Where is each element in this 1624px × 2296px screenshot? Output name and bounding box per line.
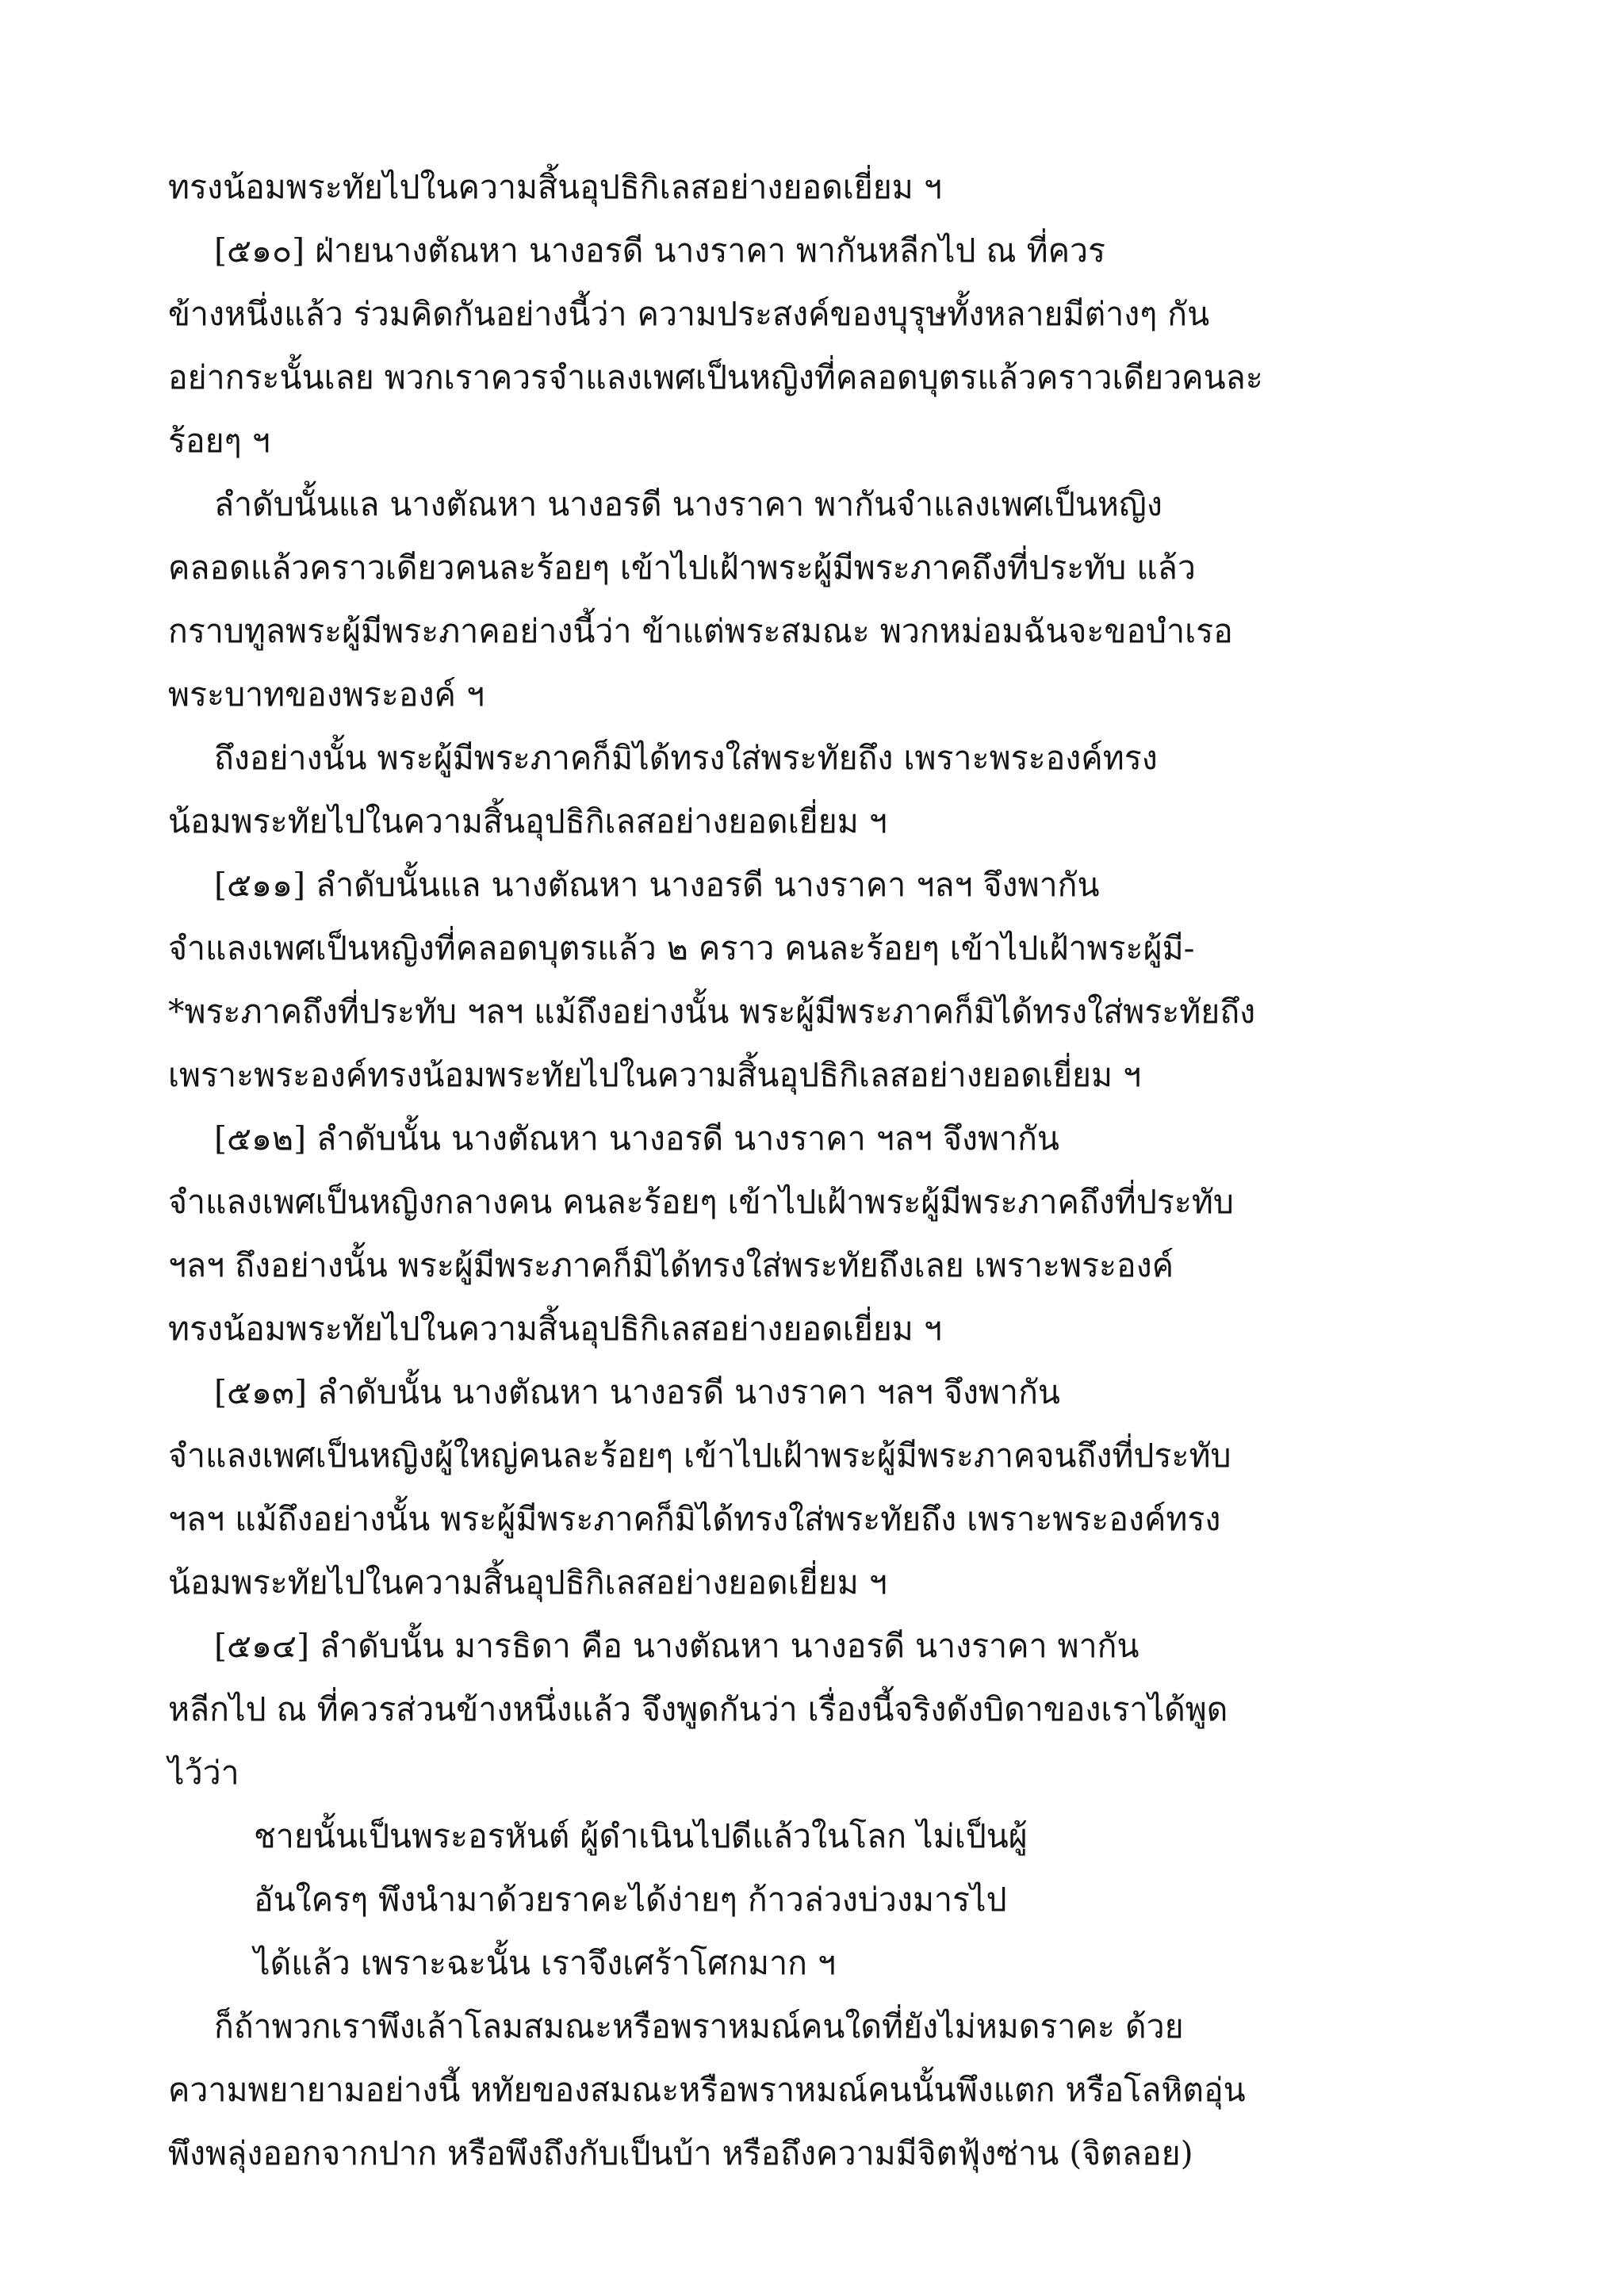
text-line: จำแลงเพศเป็นหญิงผู้ใหญ่คนละร้อยๆ เข้าไปเฝ้าพระผู้มีพระภาคจนถึงที่ประทับ bbox=[168, 1437, 1231, 1475]
text-line: [๕๑๑] ลำดับนั้นแล นางตัณหา นางอรดี นางราคา ฯลฯ จึงพากัน bbox=[214, 866, 1100, 904]
text-line: ร้อยๆ ฯ bbox=[168, 422, 270, 460]
text-line: จำแลงเพศเป็นหญิงที่คลอดบุตรแล้ว ๒ คราว คนละร้อยๆ เข้าไปเฝ้าพระผู้มี- bbox=[168, 929, 1195, 967]
text-line: ถึงอย่างนั้น พระผู้มีพระภาคก็มิได้ทรงใส่พระทัยถึง เพราะพระองค์ทรง bbox=[214, 739, 1158, 777]
text-line: ก็ถ้าพวกเราพึงเล้าโลมสมณะหรือพราหมณ์คนใดที่ยังไม่หมดราคะ ด้วย bbox=[214, 2007, 1184, 2045]
text-line: [๕๑๔] ลำดับนั้น มารธิดา คือ นางตัณหา นางอรดี นางราคา พากัน bbox=[214, 1627, 1139, 1665]
text-line: ไว้ว่า bbox=[168, 1754, 239, 1792]
text-line: ความพยายามอย่างนี้ หทัยของสมณะหรือพราหมณ์คนนั้นพึงแตก หรือโลหิตอุ่น bbox=[168, 2071, 1246, 2109]
text-line: [๕๑๒] ลำดับนั้น นางตัณหา นางอรดี นางราคา ฯลฯ จึงพากัน bbox=[214, 1119, 1059, 1158]
text-line: จำแลงเพศเป็นหญิงกลางคน คนละร้อยๆ เข้าไปเฝ้าพระผู้มีพระภาคถึงที่ประทับ bbox=[168, 1183, 1234, 1221]
verse-line: ชายนั้นเป็นพระอรหันต์ ผู้ดำเนินไปดีแล้วในโลก ไม่เป็นผู้ bbox=[254, 1817, 1028, 1855]
text-line: [๕๑๓] ลำดับนั้น นางตัณหา นางอรดี นางราคา ฯลฯ จึงพากัน bbox=[214, 1373, 1060, 1411]
verse-line: อันใครๆ พึงนำมาด้วยราคะได้ง่ายๆ ก้าวล่วงบ่วงมารไป bbox=[254, 1881, 1007, 1919]
text-line: *พระภาคถึงที่ประทับ ฯลฯ แม้ถึงอย่างนั้น พระผู้มีพระภาคก็มิได้ทรงใส่พระทัยถึง bbox=[168, 993, 1256, 1031]
text-line: กราบทูลพระผู้มีพระภาคอย่างนี้ว่า ข้าแต่พระสมณะ พวกหม่อมฉันจะขอบำเรอ bbox=[168, 612, 1233, 650]
verse-line: ได้แล้ว เพราะฉะนั้น เราจึงเศร้าโศกมาก ฯ bbox=[254, 1944, 836, 1982]
text-line: พระบาทของพระองค์ ฯ bbox=[168, 675, 485, 714]
document-body bbox=[168, 155, 1469, 2185]
text-line: [๕๑๐] ฝ่ายนางตัณหา นางอรดี นางราคา พากันหลีกไป ณ ที่ควร bbox=[214, 232, 1106, 270]
text-line: น้อมพระทัยไปในความสิ้นอุปธิกิเลสอย่างยอดเยี่ยม ฯ bbox=[168, 1563, 887, 1601]
text-line: พึงพลุ่งออกจากปาก หรือพึงถึงกับเป็นบ้า หรือถึงความมีจิตฟุ้งซ่าน (จิตลอย) bbox=[168, 2134, 1193, 2172]
text-line: คลอดแล้วคราวเดียวคนละร้อยๆ เข้าไปเฝ้าพระผู้มีพระภาคถึงที่ประทับ แล้ว bbox=[168, 549, 1196, 587]
text-line: ทรงน้อมพระทัยไปในความสิ้นอุปธิกิเลสอย่างยอดเยี่ยม ฯ bbox=[168, 168, 942, 206]
text-line: ทรงน้อมพระทัยไปในความสิ้นอุปธิกิเลสอย่างยอดเยี่ยม ฯ bbox=[168, 1310, 942, 1348]
text-line: ฯลฯ แม้ถึงอย่างนั้น พระผู้มีพระภาคก็มิได้ทรงใส่พระทัยถึง เพราะพระองค์ทรง bbox=[168, 1500, 1221, 1538]
text-line: อย่ากระนั้นเลย พวกเราควรจำแลงเพศเป็นหญิงที่คลอดบุตรแล้วคราวเดียวคนละ bbox=[168, 358, 1263, 396]
text-line: เพราะพระองค์ทรงน้อมพระทัยไปในความสิ้นอุปธิกิเลสอย่างยอดเยี่ยม ฯ bbox=[168, 1056, 1142, 1094]
text-line: ข้างหนึ่งแล้ว ร่วมคิดกันอย่างนี้ว่า ความประสงค์ของบุรุษทั้งหลายมีต่างๆ กัน bbox=[168, 295, 1210, 333]
text-line: หลีกไป ณ ที่ควรส่วนข้างหนึ่งแล้ว จึงพูดกันว่า เรื่องนี้จริงดังบิดาของเราได้พูด bbox=[168, 1690, 1228, 1728]
text-line: ฯลฯ ถึงอย่างนั้น พระผู้มีพระภาคก็มิได้ทรงใส่พระทัยถึงเลย เพราะพระองค์ bbox=[168, 1246, 1174, 1284]
text-line: น้อมพระทัยไปในความสิ้นอุปธิกิเลสอย่างยอดเยี่ยม ฯ bbox=[168, 802, 887, 840]
text-line: ลำดับนั้นแล นางตัณหา นางอรดี นางราคา พากันจำแลงเพศเป็นหญิง bbox=[214, 485, 1162, 523]
